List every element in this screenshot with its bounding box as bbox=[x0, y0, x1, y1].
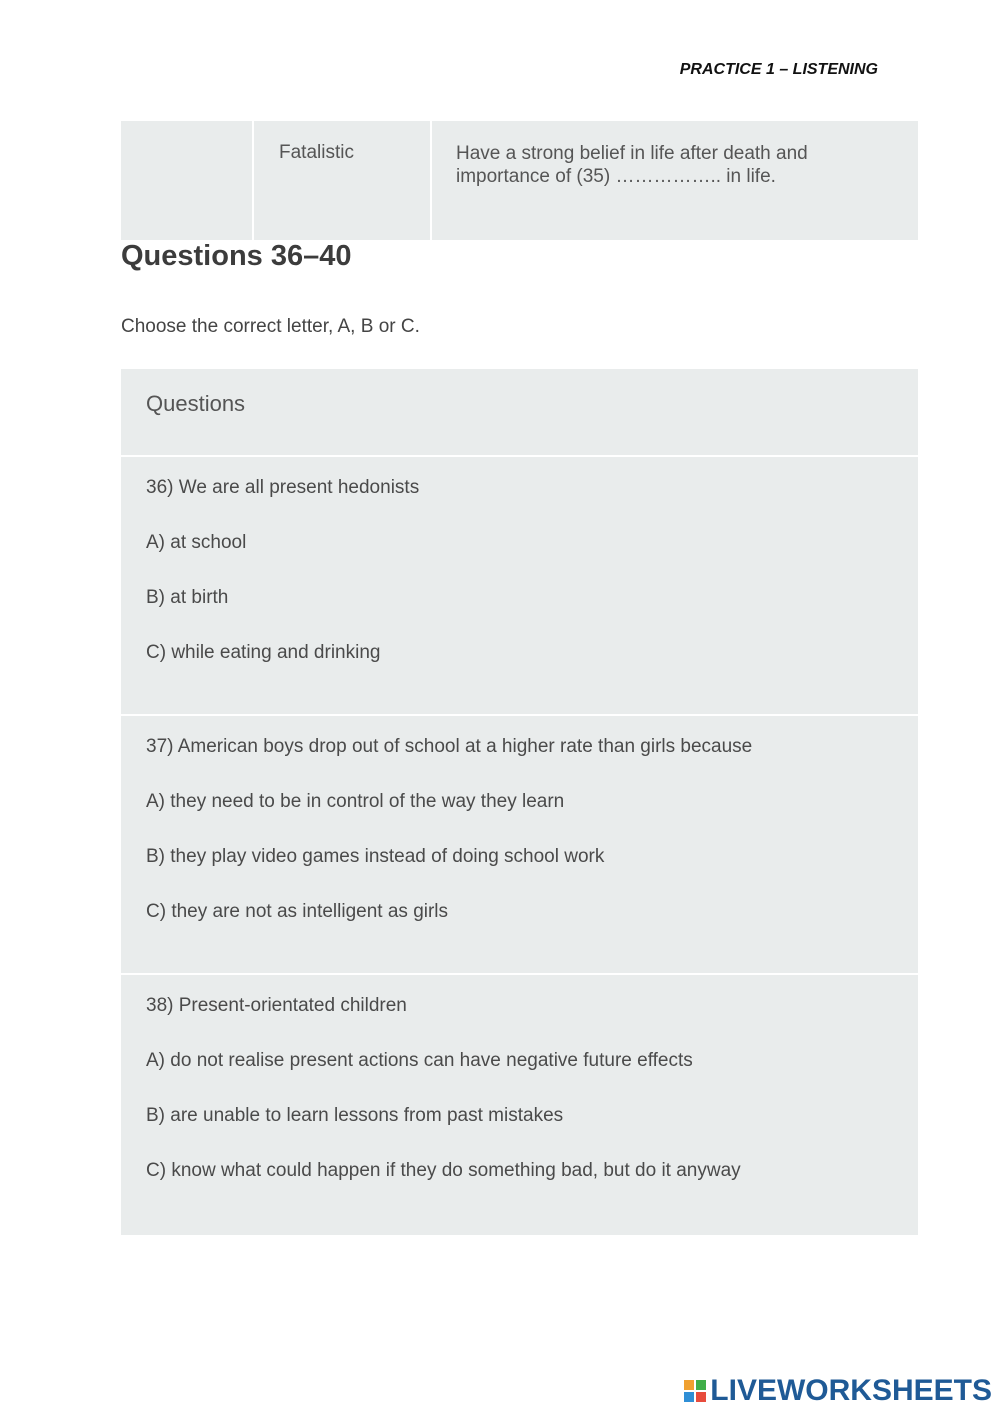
section-heading: Questions 36–40 bbox=[121, 240, 352, 272]
question-38 bbox=[121, 975, 918, 1234]
option-c[interactable]: C) they are not as intelligent as girls bbox=[146, 901, 449, 922]
section-instruction: Choose the correct letter, A, B or C. bbox=[121, 316, 420, 337]
logo-square bbox=[696, 1392, 706, 1402]
logo-text: LIVEWORKSHEETS bbox=[710, 1374, 992, 1407]
question-37 bbox=[121, 716, 918, 975]
question-prompt: 36) We are all present hedonists bbox=[146, 477, 420, 498]
option-b[interactable]: B) at birth bbox=[146, 587, 229, 608]
question-prompt: 37) American boys drop out of school at a higher rate than girls because bbox=[146, 736, 753, 757]
option-c[interactable]: C) while eating and drinking bbox=[146, 642, 381, 663]
answer-table-row bbox=[121, 121, 918, 240]
liveworksheets-logo bbox=[684, 1374, 992, 1408]
table-cell-empty bbox=[121, 121, 254, 240]
logo-square bbox=[684, 1392, 694, 1402]
questions-table bbox=[121, 369, 918, 1235]
option-a[interactable]: A) at school bbox=[146, 532, 247, 553]
page-header-title: PRACTICE 1 – LISTENING bbox=[679, 61, 878, 78]
option-a[interactable]: A) do not realise present actions can have negative future effects bbox=[146, 1050, 693, 1071]
questions-table-header: Questions bbox=[121, 369, 918, 457]
logo-square bbox=[684, 1380, 694, 1390]
option-a[interactable]: A) they need to be in control of the way they learn bbox=[146, 791, 565, 812]
question-36 bbox=[121, 457, 918, 716]
option-b[interactable]: B) are unable to learn lessons from past mistakes bbox=[146, 1105, 564, 1126]
logo-squares-icon bbox=[684, 1380, 706, 1402]
table-cell-description: Have a strong belief in life after death and importance of (35) …………….. in life. bbox=[456, 143, 808, 187]
table-cell-term: Fatalistic bbox=[254, 121, 432, 240]
question-prompt: 38) Present-orientated children bbox=[146, 995, 407, 1016]
option-c[interactable]: C) know what could happen if they do something bad, but do it anyway bbox=[146, 1160, 741, 1181]
option-b[interactable]: B) they play video games instead of doing school work bbox=[146, 846, 605, 867]
logo-square bbox=[696, 1380, 706, 1390]
